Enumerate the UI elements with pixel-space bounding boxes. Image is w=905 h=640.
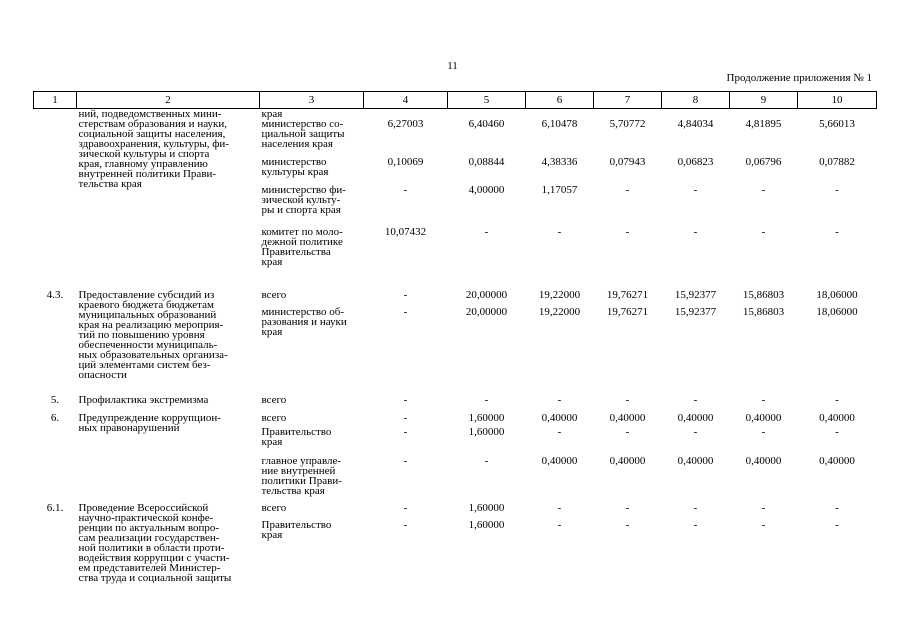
value-cell: - xyxy=(625,184,630,196)
value-cell: - xyxy=(693,226,698,238)
value-cell: - xyxy=(835,426,839,438)
item-description: Проведение Всероссийской научно-практической конфе- ренции по актуальным вопро- сам реализации государствен- ной политики в области проти- водействия коррупции с участи- ем представителей Министер- ства труда и социальной защиты xyxy=(78,502,232,584)
value-cell: - xyxy=(835,394,839,406)
value-cell: - xyxy=(625,502,630,514)
appendix-table xyxy=(33,91,877,588)
value-cell: - xyxy=(557,426,562,438)
column-header: 5 xyxy=(448,92,526,109)
value-cell: 0,40000 xyxy=(677,412,714,424)
value-cell: 6,27003 xyxy=(387,118,424,130)
value-cell: 0,10069 xyxy=(387,156,424,168)
value-cell: - xyxy=(761,502,766,514)
item-number: 5. xyxy=(50,394,60,406)
value-cell: - xyxy=(693,394,698,406)
value-cell: 19,22000 xyxy=(538,306,581,318)
value-cell: - xyxy=(403,184,408,196)
value-cell: 1,60000 xyxy=(468,426,505,438)
value-cell: 19,22000 xyxy=(538,289,581,301)
executor-cell: всего xyxy=(261,289,287,301)
item-number: 4.3. xyxy=(46,289,64,301)
page-number: 11 xyxy=(447,60,458,72)
value-cell: - xyxy=(403,289,408,301)
value-cell: - xyxy=(693,502,698,514)
item-number xyxy=(34,109,77,291)
value-cell: - xyxy=(403,394,408,406)
value-cell: 1,60000 xyxy=(468,519,505,531)
value-cell: - xyxy=(625,394,630,406)
value-cell: 0,40000 xyxy=(819,412,855,424)
executor-cell: главное управле- ние внутренней политики Прави- тельства края xyxy=(261,455,342,497)
executor-cell: Правительство края xyxy=(261,426,332,448)
item-number: 6. xyxy=(50,412,60,424)
value-cell: - xyxy=(625,426,630,438)
value-cell: - xyxy=(693,426,698,438)
value-cell: - xyxy=(484,394,489,406)
value-cell: 0,06796 xyxy=(745,156,782,168)
item-description: Предупреждение коррупцион- ных правонарушений xyxy=(78,412,221,434)
column-header: 9 xyxy=(730,92,798,109)
value-cell: - xyxy=(557,502,562,514)
value-cell: 0,40000 xyxy=(745,455,782,467)
value-cell: 5,66013 xyxy=(819,118,855,130)
executor-cell: министерство со- циальной защиты населения края xyxy=(261,118,345,150)
column-header: 6 xyxy=(526,92,594,109)
column-header: 4 xyxy=(364,92,448,109)
value-cell: - xyxy=(835,519,839,531)
value-cell: - xyxy=(761,519,766,531)
value-cell: - xyxy=(761,394,766,406)
executor-cell: комитет по моло- дежной политике Правительства края xyxy=(261,226,343,268)
executor-cell: всего xyxy=(261,412,287,424)
value-cell: - xyxy=(484,226,489,238)
value-cell: - xyxy=(693,519,698,531)
value-cell: - xyxy=(403,455,408,467)
value-cell: 4,84034 xyxy=(677,118,714,130)
value-cell: 1,60000 xyxy=(468,412,505,424)
value-cell: - xyxy=(403,502,408,514)
continuation-label: Продолжение приложения № 1 xyxy=(726,72,872,84)
value-cell: - xyxy=(557,394,562,406)
column-header: 2 xyxy=(77,92,260,109)
item-number: 6.1. xyxy=(46,502,64,514)
value-cell: - xyxy=(403,306,408,318)
value-cell: - xyxy=(557,519,562,531)
value-cell: 19,76271 xyxy=(606,306,649,318)
value-cell: 0,06823 xyxy=(677,156,714,168)
column-header: 8 xyxy=(662,92,730,109)
value-cell: 5,70772 xyxy=(609,118,646,130)
value-cell: 1,17057 xyxy=(541,184,578,196)
value-cell: - xyxy=(625,226,630,238)
value-cell: - xyxy=(835,184,839,196)
value-cell: 18,06000 xyxy=(816,289,858,301)
value-cell: 6,40460 xyxy=(468,118,505,130)
executor-cell: всего xyxy=(261,502,287,514)
executor-cell: всего xyxy=(261,394,287,406)
value-cell: - xyxy=(761,426,766,438)
table-row xyxy=(34,503,877,520)
value-cell: - xyxy=(484,455,489,467)
value-cell: 4,81895 xyxy=(745,118,782,130)
value-cell: 4,00000 xyxy=(468,184,505,196)
value-cell: - xyxy=(693,184,698,196)
value-cell: 10,07432 xyxy=(384,226,427,238)
value-cell: - xyxy=(625,519,630,531)
value-cell: 15,86803 xyxy=(742,289,785,301)
value-cell: - xyxy=(835,226,839,238)
column-header: 7 xyxy=(594,92,662,109)
value-cell: - xyxy=(403,426,408,438)
column-header: 3 xyxy=(260,92,364,109)
value-cell: - xyxy=(403,412,408,424)
value-cell: 0,40000 xyxy=(745,412,782,424)
value-cell: 0,40000 xyxy=(609,412,646,424)
column-header: 10 xyxy=(798,92,877,109)
value-cell: 0,07882 xyxy=(819,156,855,168)
column-header: 1 xyxy=(34,92,77,109)
value-cell: 6,10478 xyxy=(541,118,578,130)
value-cell: - xyxy=(761,184,766,196)
value-cell: 4,38336 xyxy=(541,156,578,168)
value-cell: 0,40000 xyxy=(819,455,855,467)
table-row xyxy=(34,290,877,307)
value-cell: 19,76271 xyxy=(606,289,649,301)
value-cell: 0,07943 xyxy=(609,156,646,168)
value-cell: - xyxy=(557,226,562,238)
value-cell: - xyxy=(761,226,766,238)
value-cell: 0,08844 xyxy=(468,156,505,168)
value-cell: 15,92377 xyxy=(674,306,717,318)
executor-cell: министерство культуры края xyxy=(261,156,329,178)
executor-cell: Правительство края xyxy=(261,519,332,541)
item-description: ний, подведомственных мини- стерствам образования и науки, социальной защиты населения, здравоохранения, культуры, фи- зической культуры и спорта края, главному управлению внутренней политики Прави- тельства края xyxy=(78,108,229,190)
value-cell: 18,06000 xyxy=(816,306,858,318)
value-cell: 0,40000 xyxy=(677,455,714,467)
executor-cell: министерство фи- зической культу- ры и спорта края xyxy=(261,184,346,216)
value-cell: 15,86803 xyxy=(742,306,785,318)
value-cell: 0,40000 xyxy=(541,412,578,424)
table-row xyxy=(34,395,877,413)
value-cell: 1,60000 xyxy=(468,502,505,514)
executor-cell: министерство об- разования и науки края xyxy=(261,306,347,338)
value-cell: - xyxy=(835,502,839,514)
value-cell: 20,00000 xyxy=(465,289,508,301)
item-description: Предоставление субсидий из краевого бюджета бюджетам муниципальных образований края на реализацию мероприя- тий по повышению уровня обеспеченности муниципаль- ных образовательных организа- ций элементами систем без- опасности xyxy=(78,289,228,381)
executor-cell: края xyxy=(261,108,283,120)
value-cell: - xyxy=(403,519,408,531)
table-header-row xyxy=(34,92,877,109)
item-description: Профилактика экстремизма xyxy=(78,394,209,406)
value-cell: 15,92377 xyxy=(674,289,717,301)
value-cell: 20,00000 xyxy=(465,306,508,318)
value-cell: 0,40000 xyxy=(609,455,646,467)
value-cell: 0,40000 xyxy=(541,455,578,467)
table-row xyxy=(34,413,877,427)
